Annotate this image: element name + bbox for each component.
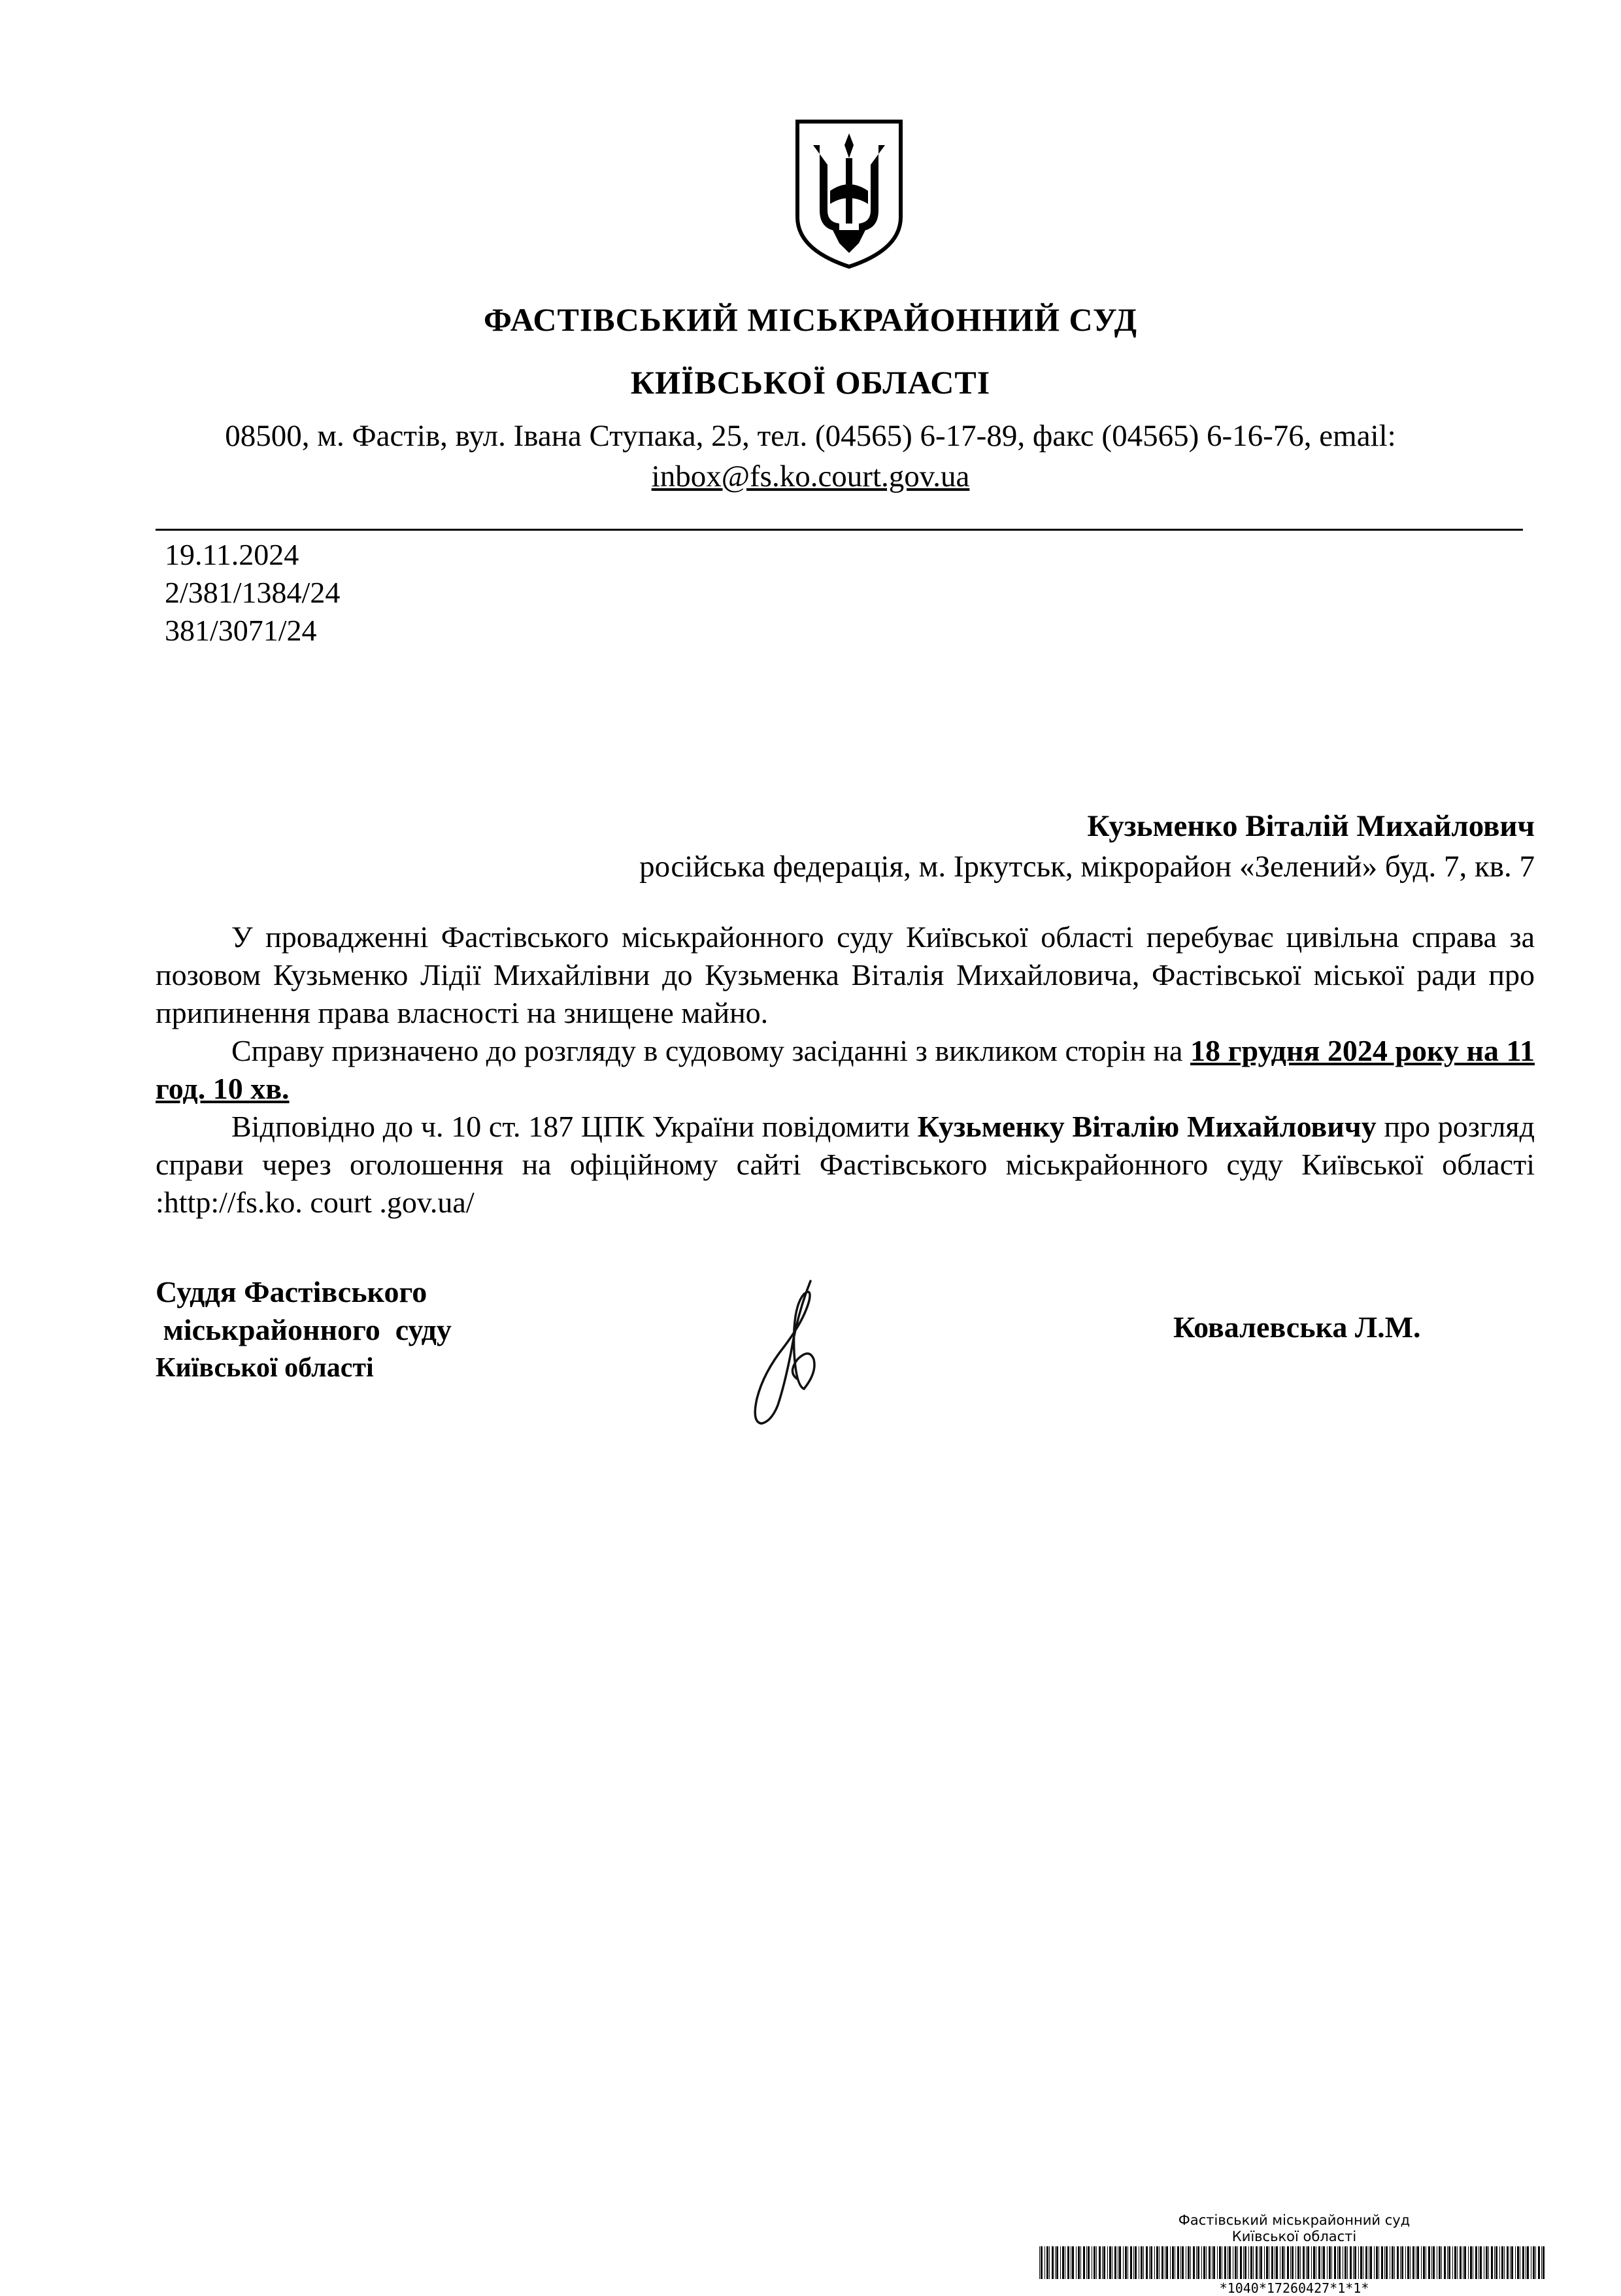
barcode-bar xyxy=(1096,2246,1097,2279)
barcode-bar xyxy=(1237,2246,1238,2279)
barcode-bar xyxy=(1250,2246,1252,2279)
barcode-bar xyxy=(1150,2246,1152,2279)
barcode-bar xyxy=(1072,2246,1074,2279)
barcode-bar xyxy=(1384,2246,1385,2279)
barcode-bar xyxy=(1219,2246,1221,2279)
barcode-number: *1040*17260427*1*1* xyxy=(1219,2280,1369,2296)
barcode-bar xyxy=(1447,2246,1448,2279)
barcode-bar xyxy=(1055,2246,1056,2279)
paragraph-hearing xyxy=(156,1032,1535,1108)
barcode-bar xyxy=(1201,2246,1202,2279)
barcode-bar xyxy=(1522,2246,1524,2279)
barcode-bar xyxy=(1282,2246,1284,2279)
barcode-bar xyxy=(1491,2246,1493,2279)
court-name-line1: ФАСТІВСЬКИЙ МІСЬКРАЙОННИЙ СУД xyxy=(483,301,1138,338)
barcode-bar xyxy=(1290,2246,1291,2279)
barcode-bar xyxy=(1297,2246,1299,2279)
barcode xyxy=(1039,2246,1549,2279)
barcode-bar xyxy=(1062,2246,1064,2279)
case-number: 2/381/1384/24 xyxy=(165,576,341,609)
registration-stamp xyxy=(1039,2212,1549,2296)
barcode-bar xyxy=(1515,2246,1516,2279)
barcode-bar xyxy=(1527,2246,1529,2279)
notification-text-end: про розгляд справи через оголошення на офіційному сайті Фастівського міськрайонного суду Київської області :http://fs.ko. court .gov.ua/ xyxy=(156,1110,1535,1219)
barcode-bar xyxy=(1428,2246,1430,2279)
document-date: 19.11.2024 xyxy=(165,538,299,571)
barcode-bar xyxy=(1039,2246,1040,2279)
barcode-bar xyxy=(1439,2246,1441,2279)
barcode-bar xyxy=(1154,2246,1155,2279)
barcode-bar xyxy=(1049,2246,1050,2279)
barcode-bar xyxy=(1533,2246,1535,2279)
barcode-bar xyxy=(1480,2246,1482,2279)
barcode-bar xyxy=(1318,2246,1320,2279)
barcode-bar xyxy=(1468,2246,1469,2279)
barcode-bar xyxy=(1303,2246,1305,2279)
barcode-bar xyxy=(1454,2246,1456,2279)
barcode-bar xyxy=(1339,2246,1341,2279)
paragraph-notification xyxy=(156,1108,1535,1222)
barcode-bar xyxy=(1334,2246,1336,2279)
barcode-bar xyxy=(1102,2246,1103,2279)
barcode-bar xyxy=(1464,2246,1466,2279)
barcode-bar xyxy=(1067,2246,1069,2279)
barcode-bar xyxy=(1392,2246,1394,2279)
barcode-bar xyxy=(1141,2246,1143,2279)
barcode-bar xyxy=(1203,2246,1205,2279)
outgoing-number: 381/3071/24 xyxy=(165,614,317,647)
barcode-bar xyxy=(1538,2246,1540,2279)
paragraph-case-info: У провадженні Фастівського міськрайонного суду Київської області перебуває цивільна справа за позовом Кузьменко Лідії Михайлівни до Кузьменка Віталія Михайловича, Фастівської міської ради про припинення права власності на знищене майно. xyxy=(156,920,1535,1029)
barcode-bar xyxy=(1511,2246,1513,2279)
barcode-bar xyxy=(1354,2246,1356,2279)
barcode-bar xyxy=(1507,2246,1509,2279)
barcode-bar xyxy=(1041,2246,1043,2279)
barcode-bar xyxy=(1197,2246,1199,2279)
judge-title-line3: Київської області xyxy=(156,1353,374,1383)
barcode-bar xyxy=(1161,2246,1163,2279)
barcode-bar xyxy=(1350,2246,1352,2279)
barcode-bar xyxy=(1143,2246,1144,2279)
barcode-bar xyxy=(1381,2246,1383,2279)
recipient-address: російська федерація, м. Іркутськ, мікрорайон «Зелений» буд. 7, кв. 7 xyxy=(639,850,1535,884)
notice-body xyxy=(156,918,1535,1222)
barcode-bar xyxy=(1475,2246,1477,2279)
barcode-bar xyxy=(1433,2246,1435,2279)
barcode-bar xyxy=(1235,2246,1237,2279)
barcode-bar xyxy=(1260,2246,1262,2279)
barcode-bar xyxy=(1441,2246,1442,2279)
barcode-bar xyxy=(1099,2246,1101,2279)
stamp-region: Київської області xyxy=(1231,2229,1357,2244)
barcode-bar xyxy=(1486,2246,1488,2279)
barcode-bar xyxy=(1245,2246,1246,2279)
barcode-bar xyxy=(1488,2246,1489,2279)
barcode-bar xyxy=(1109,2246,1111,2279)
barcode-bar xyxy=(1541,2246,1542,2279)
barcode-bar xyxy=(1376,2246,1378,2279)
barcode-bar xyxy=(1149,2246,1150,2279)
barcode-bar xyxy=(1259,2246,1260,2279)
barcode-bar xyxy=(1166,2246,1168,2279)
barcode-bar xyxy=(1209,2246,1211,2279)
barcode-bar xyxy=(1499,2246,1500,2279)
barcode-bar xyxy=(1276,2246,1278,2279)
barcode-bar xyxy=(1337,2246,1338,2279)
barcode-bar xyxy=(1311,2246,1312,2279)
barcode-bar xyxy=(1094,2246,1095,2279)
barcode-bar xyxy=(1386,2246,1388,2279)
barcode-bar xyxy=(1306,2246,1307,2279)
barcode-bar xyxy=(1080,2246,1081,2279)
barcode-bar xyxy=(1103,2246,1105,2279)
barcode-bar xyxy=(1196,2246,1197,2279)
barcode-bar xyxy=(1405,2246,1406,2279)
barcode-bar xyxy=(1119,2246,1121,2279)
barcode-bar xyxy=(1504,2246,1505,2279)
barcode-bar xyxy=(1410,2246,1411,2279)
barcode-bar xyxy=(1292,2246,1294,2279)
barcode-bar xyxy=(1046,2246,1048,2279)
barcode-bar xyxy=(1374,2246,1375,2279)
barcode-bar xyxy=(1172,2246,1174,2279)
header-divider xyxy=(156,529,1523,531)
handwritten-signature xyxy=(732,1274,837,1431)
barcode-bar xyxy=(1448,2246,1450,2279)
barcode-bar xyxy=(1271,2246,1273,2279)
barcode-bar xyxy=(1180,2246,1181,2279)
barcode-bar xyxy=(1535,2246,1536,2279)
barcode-bar xyxy=(1412,2246,1414,2279)
barcode-bar xyxy=(1159,2246,1160,2279)
barcode-bar xyxy=(1264,2246,1265,2279)
barcode-bar xyxy=(1400,2246,1401,2279)
barcode-bar xyxy=(1170,2246,1171,2279)
barcode-bar xyxy=(1307,2246,1309,2279)
barcode-bar xyxy=(1088,2246,1090,2279)
court-name-line2: КИЇВСЬКОЇ ОБЛАСТІ xyxy=(630,364,991,401)
barcode-bar xyxy=(1417,2246,1419,2279)
recipient-name: Кузьменко Віталій Михайлович xyxy=(1087,809,1535,843)
hearing-date: 18 грудня 2024 року на 11 год. 10 хв. xyxy=(156,1034,1535,1105)
barcode-bar xyxy=(1423,2246,1425,2279)
barcode-bar xyxy=(1287,2246,1289,2279)
barcode-bar xyxy=(1517,2246,1519,2279)
barcode-bar xyxy=(1457,2246,1458,2279)
notified-person: Кузьменку Віталію Михайловичу xyxy=(917,1110,1377,1143)
barcode-bar xyxy=(1146,2246,1148,2279)
barcode-bar xyxy=(1331,2246,1332,2279)
barcode-bar xyxy=(1470,2246,1472,2279)
barcode-bar xyxy=(1510,2246,1511,2279)
barcode-bar xyxy=(1358,2246,1359,2279)
barcode-bar xyxy=(1347,2246,1348,2279)
judge-name: Ковалевська Л.М. xyxy=(1173,1310,1421,1344)
barcode-bar xyxy=(1224,2246,1226,2279)
barcode-bar xyxy=(1256,2246,1258,2279)
barcode-bar xyxy=(1182,2246,1184,2279)
barcode-bar xyxy=(1123,2246,1124,2279)
barcode-bar xyxy=(1431,2246,1432,2279)
barcode-bar xyxy=(1300,2246,1301,2279)
barcode-bar xyxy=(1397,2246,1399,2279)
barcode-bar xyxy=(1327,2246,1328,2279)
barcode-bar xyxy=(1243,2246,1244,2279)
barcode-bar xyxy=(1370,2246,1372,2279)
barcode-bar xyxy=(1323,2246,1325,2279)
barcode-bar xyxy=(1284,2246,1285,2279)
barcode-bar xyxy=(1394,2246,1395,2279)
barcode-bar xyxy=(1452,2246,1453,2279)
barcode-bar xyxy=(1421,2246,1422,2279)
barcode-bar xyxy=(1353,2246,1354,2279)
barcode-bar xyxy=(1188,2246,1190,2279)
barcode-bar xyxy=(1060,2246,1061,2279)
barcode-bar xyxy=(1295,2246,1296,2279)
barcode-bar xyxy=(1193,2246,1195,2279)
barcode-bar xyxy=(1253,2246,1254,2279)
barcode-bar xyxy=(1401,2246,1403,2279)
barcode-bar xyxy=(1190,2246,1191,2279)
stamp-court-name: Фастівський міськрайонний суд xyxy=(1178,2212,1411,2228)
barcode-bar xyxy=(1345,2246,1346,2279)
barcode-bar xyxy=(1365,2246,1367,2279)
barcode-bar xyxy=(1266,2246,1268,2279)
barcode-bar xyxy=(1543,2246,1545,2279)
barcode-bar xyxy=(1360,2246,1362,2279)
barcode-bar xyxy=(1494,2246,1495,2279)
barcode-bar xyxy=(1313,2246,1315,2279)
barcode-bar xyxy=(1083,2246,1085,2279)
barcode-bar xyxy=(1213,2246,1215,2279)
barcode-bar xyxy=(1107,2246,1108,2279)
barcode-bar xyxy=(1460,2246,1462,2279)
court-address: 08500, м. Фастів, вул. Івана Ступака, 25, тел. (04565) 6-17-89, факс (04565) 6-16-76, email: xyxy=(225,419,1396,453)
judge-title-line1: Суддя Фастівського xyxy=(156,1275,427,1308)
barcode-bar xyxy=(1206,2246,1207,2279)
barcode-bar xyxy=(1496,2246,1497,2279)
barcode-bar xyxy=(1229,2246,1231,2279)
barcode-bar xyxy=(1076,2246,1077,2279)
barcode-bar xyxy=(1130,2246,1132,2279)
barcode-bar xyxy=(1044,2246,1045,2279)
barcode-bar xyxy=(1501,2246,1503,2279)
barcode-bar xyxy=(1177,2246,1179,2279)
barcode-bar xyxy=(1078,2246,1080,2279)
judge-title xyxy=(156,1273,452,1387)
barcode-bar xyxy=(1135,2246,1137,2279)
barcode-bar xyxy=(1444,2246,1446,2279)
barcode-bar xyxy=(1056,2246,1058,2279)
notification-text-start: Відповідно до ч. 10 ст. 187 ЦПК України повідомити xyxy=(231,1110,918,1143)
barcode-bar xyxy=(1086,2246,1087,2279)
court-email-link[interactable]: inbox@fs.ko.court.gov.ua xyxy=(651,459,970,493)
barcode-bar xyxy=(1125,2246,1127,2279)
barcode-bar xyxy=(1329,2246,1331,2279)
barcode-bar xyxy=(1248,2246,1249,2279)
coat-of-arms-icon xyxy=(794,119,905,269)
hearing-text: Справу призначено до розгляду в судовому засіданні з викликом сторін на xyxy=(231,1034,1191,1067)
barcode-bar xyxy=(1052,2246,1054,2279)
judge-title-line2: міськрайонного суду xyxy=(156,1313,452,1346)
barcode-bar xyxy=(1217,2246,1218,2279)
barcode-bar xyxy=(1407,2246,1409,2279)
barcode-bar xyxy=(1114,2246,1116,2279)
barcode-bar xyxy=(1133,2246,1134,2279)
barcode-bar xyxy=(1156,2246,1158,2279)
barcode-bar xyxy=(1240,2246,1242,2279)
